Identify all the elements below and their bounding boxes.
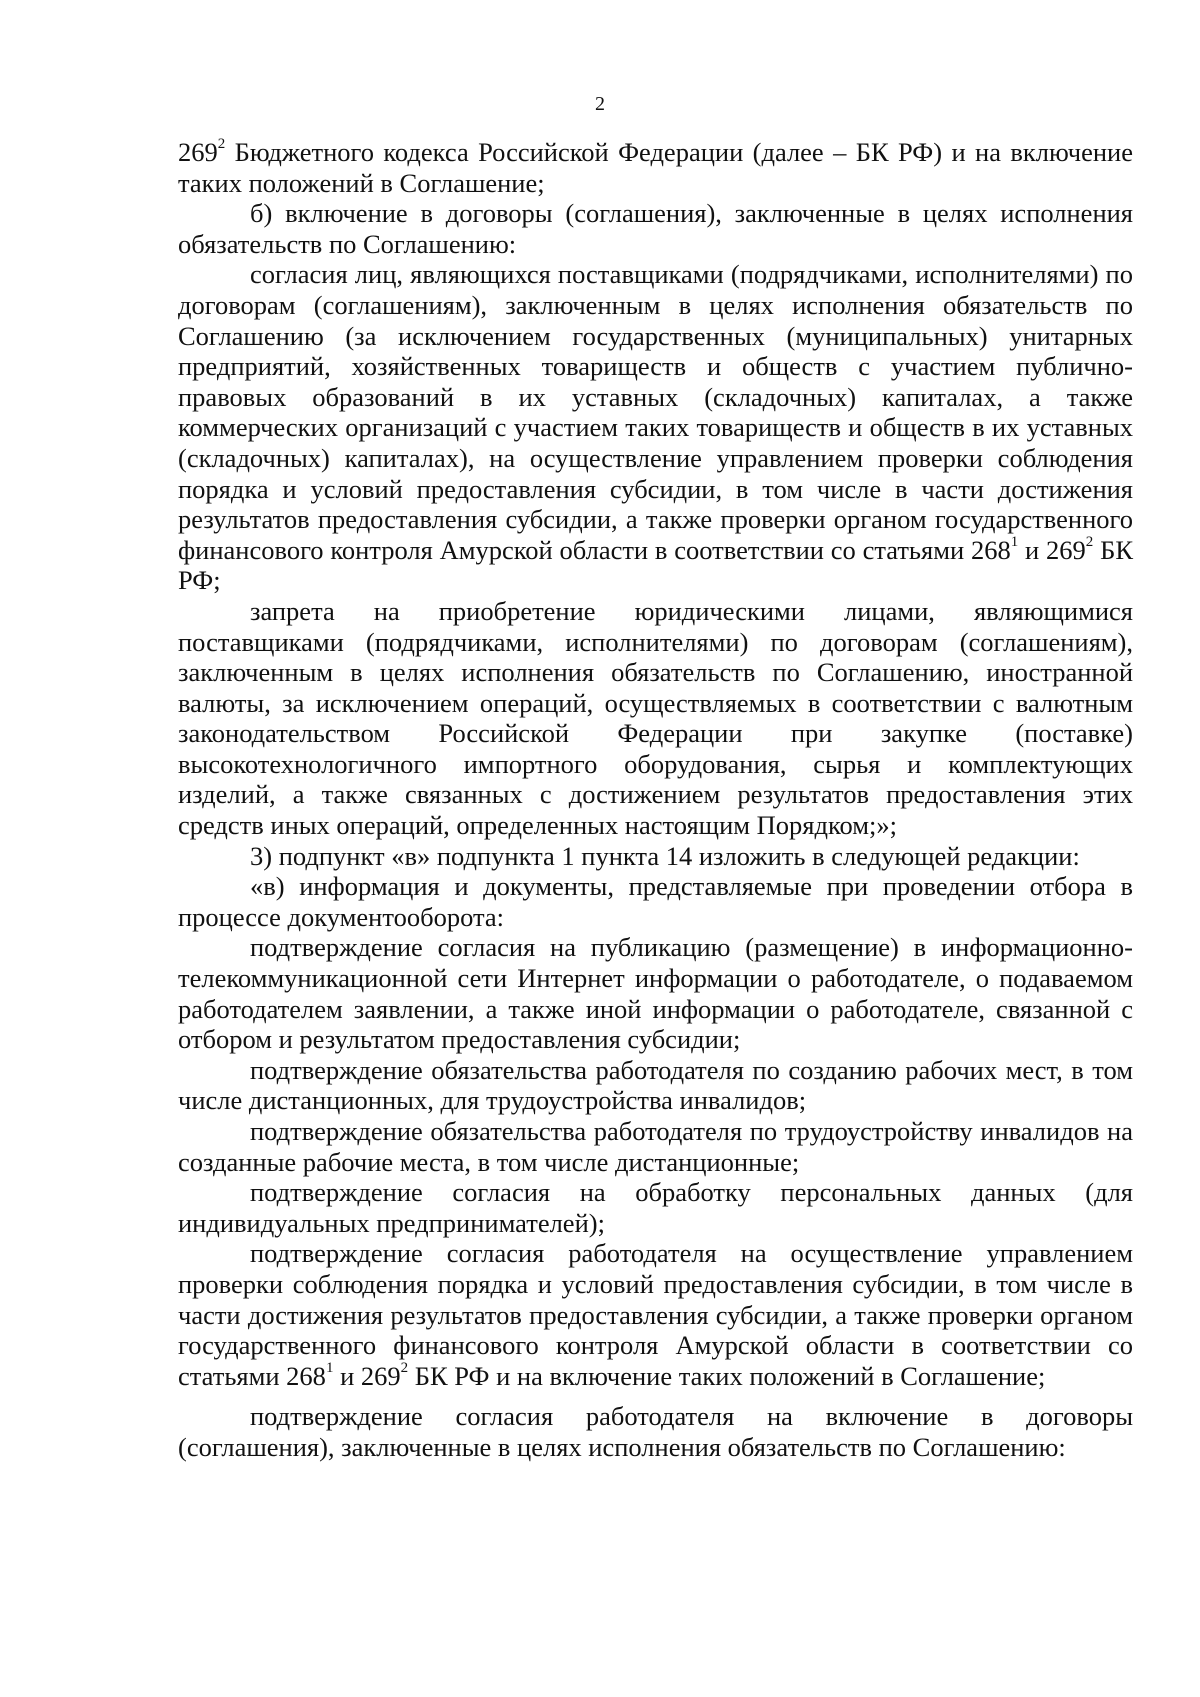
superscript: 1 [1010,533,1019,550]
paragraph-text: и 269 [1018,534,1086,565]
superscript: 2 [400,1359,409,1376]
page-number: 2 [595,93,605,115]
document-body [178,137,1133,1463]
paragraph-text: БК РФ; [178,534,1134,596]
paragraph-personal-data: подтверждение согласия на обработку персональных данных (для индивидуальных предпринимателей); [178,1177,1133,1238]
paragraph-item-v: «в) информация и документы, представляемые при проведении отбора в процессе документооборота: [178,871,1133,932]
paragraph-bk-reference [178,137,1133,198]
paragraph-text: Бюджетного кодекса Российской Федерации (далее – БК РФ) и на включение таких положений в Соглашение; [178,137,1133,198]
paragraph-publication-consent: подтверждение согласия на публикацию (размещение) в информационно-телекоммуникационной сети Интернет информации о работодателе, о подаваемом работодателем заявлении, а также иной информации о работодателе, связанной с отбором и результатом предоставления субсидии; [178,932,1133,1055]
paragraph-text: согласия лиц, являющихся поставщиками (подрядчиками, исполнителями) по договорам (соглашениям), заключенным в целях исполнения обязательств по Соглашению (за исключением государственных (муниципальных) унитарных предприятий, хозяйственных товариществ и обществ с участием публично-правовых образований в их уставных (складочных) капиталах, а также коммерческих организаций с участием таких товариществ и обществ в их уставных (складочных) капиталах), на осуществление управлением проверки соблюдения порядка и условий предоставления субсидии, в том числе в части достижения результатов предоставления субсидии, а также проверки органом государственного финансового контроля Амурской области в соответствии со статьями 268 [178,259,1133,565]
superscript: 2 [1085,533,1094,550]
paragraph-text: подтверждение согласия работодателя на осуществление управлением проверки соблюдения порядка и условий предоставления субсидии, в том числе в части достижения результатов предоставления субсидии, а также проверки органом государственного финансового контроля Амурской области в соответствии со статьями 268 [178,1238,1133,1391]
article-number: 269 [178,137,218,167]
superscript: 1 [325,1359,334,1376]
paragraph-consent-suppliers [178,259,1133,596]
paragraph-item-3: 3) подпункт «в» подпункта 1 пункта 14 изложить в следующей редакции: [250,840,1080,871]
paragraph-text: БК РФ и на включение таких положений в Соглашение; [408,1360,1046,1391]
paragraph-inspection-consent [178,1238,1133,1391]
paragraph-item-b: б) включение в договоры (соглашения), заключенные в целях исполнения обязательств по Соглашению: [178,198,1133,259]
paragraph-job-creation: подтверждение обязательства работодателя по созданию рабочих мест, в том числе дистанционных, для трудоустройства инвалидов; [178,1054,1133,1116]
paragraph-text: и 269 [333,1360,401,1391]
paragraph-employment: подтверждение обязательства работодателя по трудоустройству инвалидов на созданные рабочие места, в том числе дистанционные; [178,1116,1133,1177]
paragraph-contracts-inclusion: подтверждение согласия работодателя на включение в договоры (соглашения), заключенные в целях исполнения обязательств по Соглашению: [178,1401,1133,1462]
paragraph-currency-ban: запрета на приобретение юридическими лицами, являющимися поставщиками (подрядчиками, исполнителями) по договорам (соглашениям), заключенным в целях исполнения обязательств по Соглашению, иностранной валюты, за исключением операций, осуществляемых в соответствии с валютным законодательством Российской Федерации при закупке (поставке) высокотехнологичного импортного оборудования, сырья и комплектующих изделий, а также связанных с достижением результатов предоставления этих средств иных операций, определенных настоящим Порядком;»; [178,595,1133,841]
superscript: 2 [217,136,226,153]
